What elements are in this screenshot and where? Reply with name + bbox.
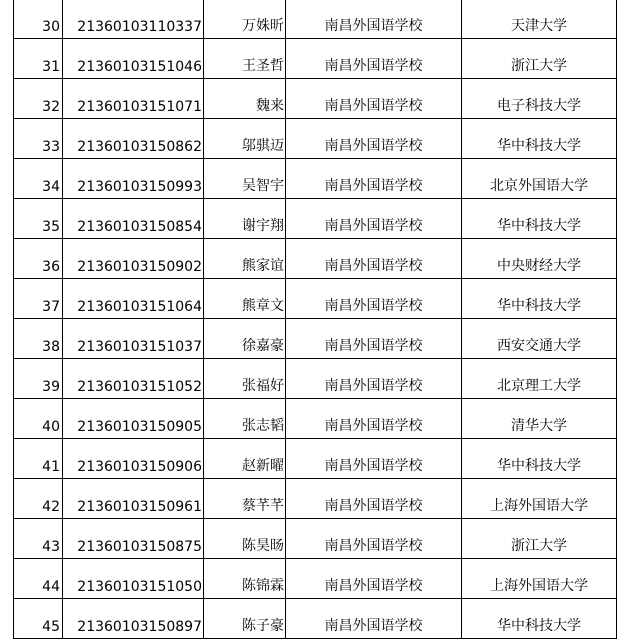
university-cell: 电子科技大学 xyxy=(462,79,617,119)
row-number-cell: 31 xyxy=(14,39,63,79)
school-cell: 南昌外国语学校 xyxy=(286,239,462,279)
school-cell: 南昌外国语学校 xyxy=(286,39,462,79)
student-name-cell: 赵新曜 xyxy=(204,439,286,479)
university-cell: 上海外国语大学 xyxy=(462,559,617,599)
school-cell: 南昌外国语学校 xyxy=(286,359,462,399)
school-cell: 南昌外国语学校 xyxy=(286,599,462,639)
university-cell: 西安交通大学 xyxy=(462,319,617,359)
university-cell: 浙江大学 xyxy=(462,39,617,79)
university-cell: 北京外国语大学 xyxy=(462,159,617,199)
row-number-cell: 32 xyxy=(14,79,63,119)
student-name-cell: 熊章文 xyxy=(204,279,286,319)
table-row xyxy=(14,79,617,119)
school-cell: 南昌外国语学校 xyxy=(286,279,462,319)
row-number-cell: 33 xyxy=(14,119,63,159)
table-row xyxy=(14,119,617,159)
table-row xyxy=(14,479,617,519)
exam-id-cell: 21360103151052 xyxy=(63,359,204,399)
student-name-cell: 王圣哲 xyxy=(204,39,286,79)
school-cell: 南昌外国语学校 xyxy=(286,319,462,359)
student-name-cell: 吴智宇 xyxy=(204,159,286,199)
student-name-cell: 张福好 xyxy=(204,359,286,399)
exam-id-cell: 21360103150905 xyxy=(63,399,204,439)
exam-id-cell: 21360103151037 xyxy=(63,319,204,359)
university-cell: 华中科技大学 xyxy=(462,119,617,159)
row-number-cell: 43 xyxy=(14,519,63,559)
table-row xyxy=(14,399,617,439)
school-cell: 南昌外国语学校 xyxy=(286,199,462,239)
school-cell: 南昌外国语学校 xyxy=(286,119,462,159)
exam-id-cell: 21360103151046 xyxy=(63,39,204,79)
table-body xyxy=(14,0,617,639)
student-name-cell: 陈昊旸 xyxy=(204,519,286,559)
university-cell: 北京理工大学 xyxy=(462,359,617,399)
university-cell: 浙江大学 xyxy=(462,519,617,559)
university-cell: 清华大学 xyxy=(462,399,617,439)
university-cell: 中央财经大学 xyxy=(462,239,617,279)
school-cell: 南昌外国语学校 xyxy=(286,399,462,439)
school-cell: 南昌外国语学校 xyxy=(286,0,462,39)
row-number-cell: 35 xyxy=(14,199,63,239)
exam-id-cell: 21360103150993 xyxy=(63,159,204,199)
row-number-cell: 38 xyxy=(14,319,63,359)
admission-table xyxy=(13,0,617,639)
table-row xyxy=(14,319,617,359)
exam-id-cell: 21360103110337 xyxy=(63,0,204,39)
student-name-cell: 蔡芊芊 xyxy=(204,479,286,519)
university-cell: 华中科技大学 xyxy=(462,279,617,319)
table-row xyxy=(14,199,617,239)
university-cell: 华中科技大学 xyxy=(462,599,617,639)
school-cell: 南昌外国语学校 xyxy=(286,519,462,559)
student-name-cell: 谢宇翔 xyxy=(204,199,286,239)
exam-id-cell: 21360103150897 xyxy=(63,599,204,639)
university-cell: 上海外国语大学 xyxy=(462,479,617,519)
exam-id-cell: 21360103150875 xyxy=(63,519,204,559)
table-row xyxy=(14,279,617,319)
student-name-cell: 邬骐迈 xyxy=(204,119,286,159)
school-cell: 南昌外国语学校 xyxy=(286,159,462,199)
table-row xyxy=(14,599,617,639)
table-row xyxy=(14,39,617,79)
row-number-cell: 37 xyxy=(14,279,63,319)
row-number-cell: 36 xyxy=(14,239,63,279)
school-cell: 南昌外国语学校 xyxy=(286,79,462,119)
row-number-cell: 44 xyxy=(14,559,63,599)
university-cell: 华中科技大学 xyxy=(462,439,617,479)
table-row xyxy=(14,239,617,279)
table-row xyxy=(14,0,617,39)
student-name-cell: 熊家谊 xyxy=(204,239,286,279)
exam-id-cell: 21360103150961 xyxy=(63,479,204,519)
student-name-cell: 万姝昕 xyxy=(204,0,286,39)
row-number-cell: 41 xyxy=(14,439,63,479)
university-cell: 华中科技大学 xyxy=(462,199,617,239)
student-name-cell: 徐嘉豪 xyxy=(204,319,286,359)
exam-id-cell: 21360103150906 xyxy=(63,439,204,479)
student-name-cell: 张志韬 xyxy=(204,399,286,439)
row-number-cell: 39 xyxy=(14,359,63,399)
student-name-cell: 陈子豪 xyxy=(204,599,286,639)
row-number-cell: 34 xyxy=(14,159,63,199)
exam-id-cell: 21360103150902 xyxy=(63,239,204,279)
table-row xyxy=(14,359,617,399)
exam-id-cell: 21360103151050 xyxy=(63,559,204,599)
table-row xyxy=(14,519,617,559)
exam-id-cell: 21360103150854 xyxy=(63,199,204,239)
table-row xyxy=(14,439,617,479)
school-cell: 南昌外国语学校 xyxy=(286,559,462,599)
table-row xyxy=(14,559,617,599)
row-number-cell: 45 xyxy=(14,599,63,639)
school-cell: 南昌外国语学校 xyxy=(286,439,462,479)
row-number-cell: 42 xyxy=(14,479,63,519)
exam-id-cell: 21360103150862 xyxy=(63,119,204,159)
exam-id-cell: 21360103151071 xyxy=(63,79,204,119)
school-cell: 南昌外国语学校 xyxy=(286,479,462,519)
exam-id-cell: 21360103151064 xyxy=(63,279,204,319)
row-number-cell: 30 xyxy=(14,0,63,39)
table-row xyxy=(14,159,617,199)
row-number-cell: 40 xyxy=(14,399,63,439)
student-name-cell: 魏来 xyxy=(204,79,286,119)
student-name-cell: 陈锦霖 xyxy=(204,559,286,599)
university-cell: 天津大学 xyxy=(462,0,617,39)
